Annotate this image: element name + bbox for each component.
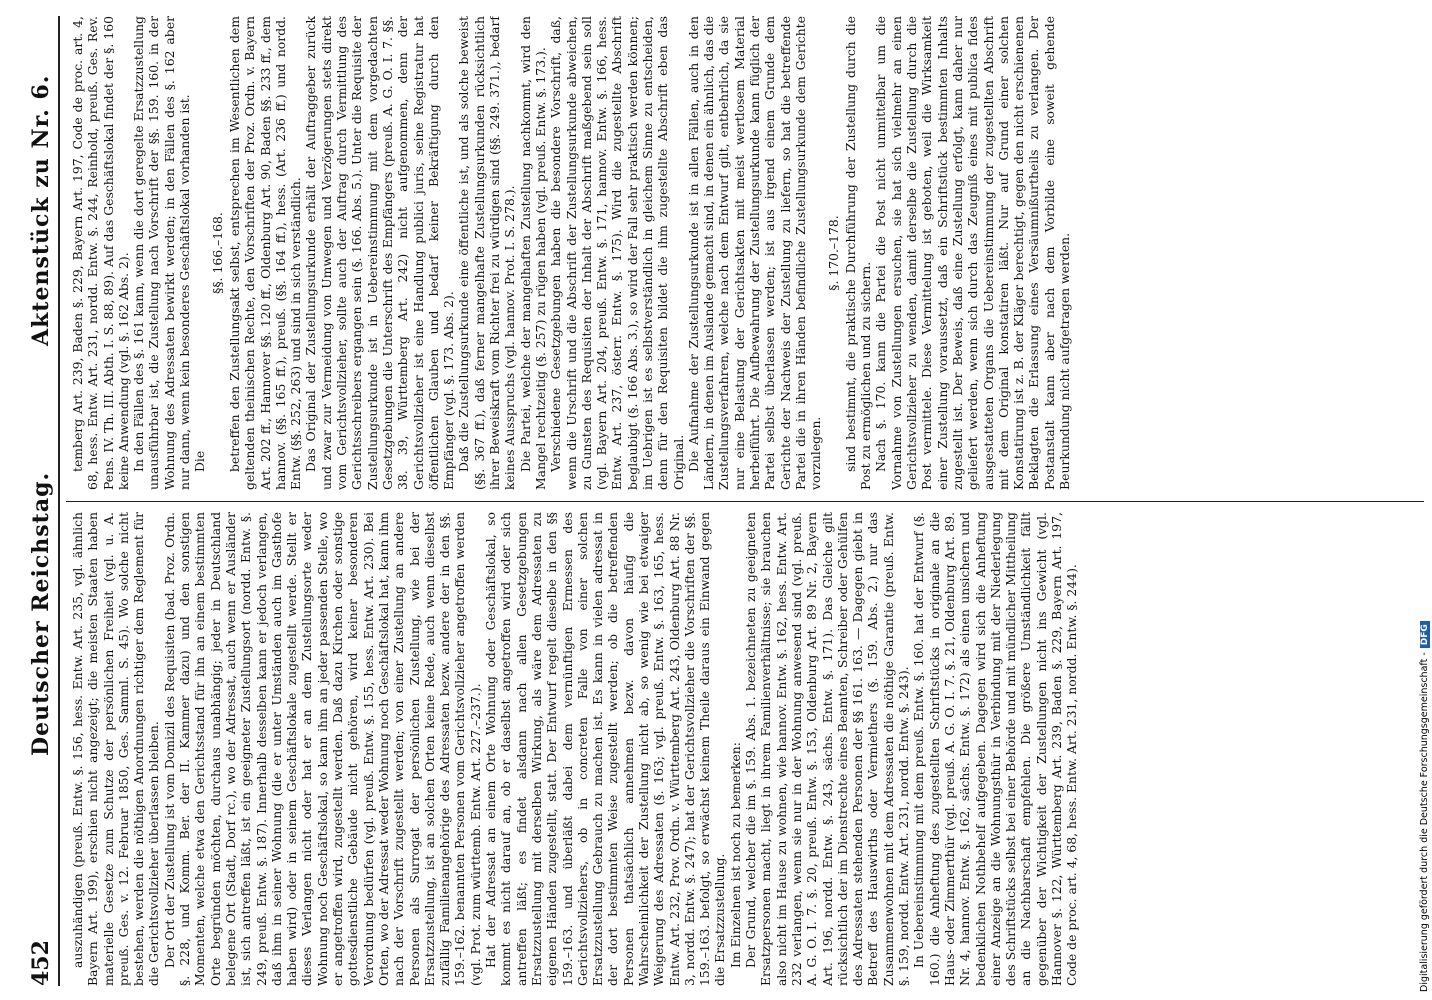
paragraph: betreffen den Zustellungsakt selbst, entsprechen im Wesentlichen dem geltenden theinischen Rechte, den Vorschriften der Proz. Ordn. v. Bayern Art. 202 ff., Hannover §§. 120 ff., Oldenburg Art. 90, Baden §§. 233 ff., dem hannov. (§§. 165 ff.), preuß. (§§. 164 ff.), hess. (Art. 236 ff.) und nordd. Entw. (§§. 252, 263) und sind in sich verständlich. [226,16,304,490]
paragraph: Daß die Zustellungsurkunde eine öffentliche ist, und als solche beweist (§§. 367 ff.), daß ferner mangelhafte Zustellungsurkunden rücksichtlich ihrer Beweiskraft vom Richter frei zu würdigen sind (§§. 249. 371.), bedarf keines Ausspruchs (vgl. hannov. Prot. I. S. 278.). [456,16,518,490]
page-number: 452 [28,940,54,986]
paragraph: Verschiedene Gesetzgebungen haben die besondere Vorschrift, daß, wenn die Urschrift und die Abschrift der Zustellungsurkunde abweichen, zu Gunsten des Requisiten der Inhalt der Abschrift maßgebend sein soll (vgl. Bayern Art. 204, preuß. Entw. §. 171, hannov. Entw. §. 166, hess. Entw. Art. 237, österr. Entw. §. 175). Wird die zugestellte Abschrift beglaubigt (§. 166 Abs. 3.), so wird der Fall sehr praktisch werden können; im Uebrigen ist es selbstverständlich in gleichem Sinne zu entscheiden, denn für den Requisiten bildet die ihm zugestellte Abschrift eben das Original. [548,16,686,490]
paragraph: auszuhändigen (preuß. Entw. §. 156, hess. Entw. Art. 235, vgl. ähnlich Bayern Art. 199), erschien nicht angezeigt; die meisten Staaten haben materielle Gesetze zum Schutze der persönlichen Freiheit (vgl. u. A. preuß. Ges. v. 12. Februar 1850, Ges. Samml. S. 45). Wo solche nicht bestehen, werden die nöthigen Anordnungen richtiger dem Reglement für die Gerichtsvollzieher überlassen bleiben. [70,512,162,986]
paragraph: Im Einzelnen ist noch zu bemerken: [727,742,743,968]
section-title: Aktenstück zu Nr. 6. [28,74,54,346]
page-header [6,16,56,986]
paragraph: Der Grund, welcher die im §. 159. Abs. 1. bezeichneten zu geeigneten Ersatzpersonen macht, liegt in ihrem Familienverhältnisse; sie brauchen also nicht im Hause zu wohnen, wie hannov. Entw. §. 162, hess. Entw. Art. 232 verlangen, wenn sie nur in der Wohnung anwesend sind (vgl. preuß. A. G. O. I. 7. §. 20, preuß. Entw. §. 153, Oldenburg Art. 89 Nr. 2, Bayern Art. 196, nordd. Entw. §. 243, sächs. Entw. §. 171). Das Gleiche gilt rücksichtlich der im Dienstrechte eines Beamten, Schreiber oder Gehülfen des Adressaten stehenden Personen der §§ 161. 163. — Dagegen giebt in Betreff des Hauswirths oder Vermiethers (§. 159. Abs. 2.) nur das Zusammenwohnen mit dem Adressaten die nöthige Garantie (preuß. Entw. §. 159, nordd. Entw. Art. 231, nordd. Entw. §. 243). [743,512,912,986]
header-rule [58,16,60,986]
column-divider [66,501,1424,502]
paragraph: In Uebereinstimmung mit dem preuß. Entw. §. 160. hat der Entwurf (§. 160.) die Anheftung des zugestellten Schriftstücks in originale an die Haus- oder Zimmerthür (vgl. preuß. A. G. O. I. 7. §. 21, Oldenburg Art. 89. Nr. 4, hannov. Entw. §. 162, sächs. Entw. §. 172) als einen unsichern und bedenklichen Nothbehelf aufgegeben. Dagegen wird sich die Anheftung einer Anzeige an die Wohnungsthür in Verbindung mit der Niederlegung des Schriftstücks selbst bei einer Behörde und mit mündlicher Mittheilung an die Nachbarschaft empfehlen. Die größere Umständlichkeit fällt gegenüber der Wichtigkeit der Zustellungen nicht ins Gewicht (vgl. Hannover §. 122, Württemberg Art. 239, Baden §. 229, Bayern Art. 197, Code de proc. art. 4, 68, hess. Entw. Art. 231, nordd. Entw. §. 244). [911,512,1080,986]
running-head: Deutscher Reichstag. [28,471,54,756]
dfg-logo: DFG [1420,621,1430,648]
paragraph: Die Partei, welche der mangelhaften Zustellung nachkommt, wird den Mangel rechtzeitig (§. 257) zu rügen haben (vgl. preuß. Entw. §. 173.). [517,16,548,490]
right-column [70,16,1424,490]
paragraph: Nach §. 170. kann die Partei die Post nicht unmittelbar um die Vornahme von Zustellungen ersuchen, sie hat sich vielmehr an einen Gerichtsvollzieher zu wenden, damit derselbe die Zustellung durch die Post vermittele. Diese Vermittelung ist geboten, weil die Wirksamkeit einer Zustellung voraussetzt, daß ein Schriftstück bestimmten Inhalts zugestellt ist. Der Beweis, daß eine Zustellung erfolgt, kann daher nur geliefert werden, wenn sich durch das Zeugniß eines mit publica fides ausgestatteten Organs die Uebereinstimmung der zugestellten Abschrift mit dem Original konstatiren läßt. Nur auf Grund einer solchen Konstatirung ist z. B. der Kläger berechtigt, gegen den nicht erschienenen Beklagten die Erlassung eines Versäumnißurtheils zu verlangen. Der Postanstalt kann aber nach dem Vorbilde eine soweit gehende Beurkundung nicht aufgetragen werden. [873,16,1072,490]
paragraph: Die [192,450,208,472]
paragraph: temberg Art. 239, Baden §. 229, Bayern Art. 197, Code de proc. art. 4, 68, hess. Entw. Art. 231, nordd. Entw. §. 244, Reinhold, preuß. Ges. Rev. Pens. IV. Th. III. Abth. I. S. 88, 89). Auf das Geschäftslokal findet der §. 160 keine Anwendung (vgl. §. 162 Abs. 2). [70,16,131,490]
digitization-credit [1419,0,1430,992]
section-heading: §. 170.–178. [825,215,841,291]
paragraph: Der Ort der Zustellung ist vom Domizil des Requisiten (bad. Proz. Ordn. §. 228, und Komm. Ber. der II. Kammer dazu) und den sonstigen Momenten, welche etwa den Gerichtsstand für ihn an einem bestimmten Orte begründen möchten, durchaus unabhängig; jeder in Deutschland belegene Ort (Stadt, Dorf rc.), wo der Adressat, auch wenn er Ausländer ist, sich antreffen läßt, ist ein geeigneter Zustellungsort (nordd. Entw. §. 249, preuß. Entw. §. 187). Innerhalb desselben kann er jedoch verlangen, daß ihm in seiner Wohnung (die er unter Umständen auch im Gasthofe haben wird) oder in seinem Geschäftslokale zugestellt werde. Stellt er dieses Verlangen nicht oder hat er an dem Zustellungsorte weder Wohnung noch Geschäftslokal, so kann ihm an jeder passenden Stelle, wo er angetroffen wird, zugestellt werden. Daß dazu Kirchen oder sonstige gottesdienstliche Gebäude nicht gehören, wird keiner besonderen Verordnung bedürfen (vgl. preuß. Entw. §. 155, hess. Entw. Art. 230). Bei Orten, wo der Adressat weder Wohnung noch Geschäftslokal hat, kann ihm nach der Vorschrift zugestellt werden; von einer Zustellung an andere Personen als Surrogat der persönlichen Zustellung, wie bei der Ersatzzustellung, ist an solchen Orten keine Rede, auch wenn dieselbst zufällig Familienangehörige des Adressaten bezw. andere der in den §§. 159.–162. benannten Personen vom Gerichtsvollzieher angetroffen werden (vgl. Prot. zum württemb. Entw. Art. 227.–237.). [161,512,483,986]
paragraph: Die Aufnahme der Zustellungsurkunde ist in allen Fällen, auch in den Ländern, in denen im Auslande gemacht sind, in denen ein ähnlich, das die Zustellungsverfahren, welche nach dem Entwurf gilt, entbehrlich, da sie nur eine Belastung der Gerichtsakten mit meist wertlosem Material herbeiführt. Die Aufbewahrung der Zustellungsurkunde kann füglich der Partei selbst überlassen werden; ist aus irgend einem Grunde dem Gerichte der Nachweis der Zustellung zu liefern, so hat die betreffende Partei die in ihren Händen befindliche Zustellungsurkunde dem Gerichte vorzulegen. [685,16,824,490]
paragraph: Das Original der Zustellungsurkunde erhält der Auftraggeber zurück und zwar zur Vermeidung von Umwegen und Verzögerungen stets direkt vom Gerichtsvollzieher, sollte auch der Auftrag durch Vermittlung des Gerichtsschreibers ergangen sein (§. 166. Abs. 5.). Unter die Requisite der Zustellungsurkunde ist in Uebereinstimmung mit dem vorgedachten Gesetzgebungen die Unterschrift des Empfängers (preuß. A. G. O. I. 7. §§. 38. 39, Württemberg Art. 242) nicht aufgenommen, denn der Gerichtsvollzieher ist eine Handlung publici juris, seine Registratur hat öffentlichen Glauben und bedarf keiner Bekräftigung durch den Empfänger (vgl. §. 173. Abs. 2). [303,16,457,490]
paragraph: sind bestimmt, die praktische Durchführung der Zustellung durch die Post zu ermöglichen und zu sichern. [842,16,874,490]
credit-text: Digitalisierung gefördert durch die Deutsche Forschungsgemeinschaft - [1419,652,1430,992]
paragraph: In den Fällen des §. 161 kann, wenn die dort geregelte Ersatzzustellung unausführbar ist, die Zustellung nach Vorschrift der §§. 159. 160. in der Wohnung des Adressaten bewirkt werden; in den Fällen des §. 162 aber nur dann, wenn kein besonderes Geschäftslokal vorhanden ist. [131,16,193,490]
paragraph: Hat der Adressat an einem Orte Wohnung oder Geschäftslokal, so kommt es nicht darauf an, ob er daselbst angetroffen wird oder sich antreffen läßt; es findet alsdann nach allen Gesetzgebungen Ersatzzustellung mit derselben Wirkung, als wäre dem Adressaten zu eigenen Händen zugestellt, statt. Der Entwurf regelt dieselbe in den §§ 159.–163. und überläßt dabei dem vernünftigen Ermessen des Gerichtsvollziehers, ob in concreten Falle von einer solchen Ersatzzustellung Gebrauch zu machen ist. Es kann in vielen adressat in der dort bestimmten Weise zugestellt werden; ob die betreffenden Personen thatsächlich annehmen bezw. davon häufig die Wahrscheinlichkeit der Zustellung nicht ab, so wenig wie bei etwaiger Weigerung des Adressaten (§. 163; vgl. preuß. Entw. §. 163, 165, hess. Entw. Art. 232, Prov. Ordn. v. Württemberg Art. 243, Oldenburg Art. 88 Nr. 3, nordd. Entw. §. 247); hat der Gerichtsvollzieher die Vorschriften der §§. 159.–163. befolgt, so erwächst keinem Theile daraus ein Einwand gegen die Ersatzzustellung. [483,512,728,986]
section-heading: §§. 166.–168. [209,212,225,294]
left-column [70,512,1424,986]
